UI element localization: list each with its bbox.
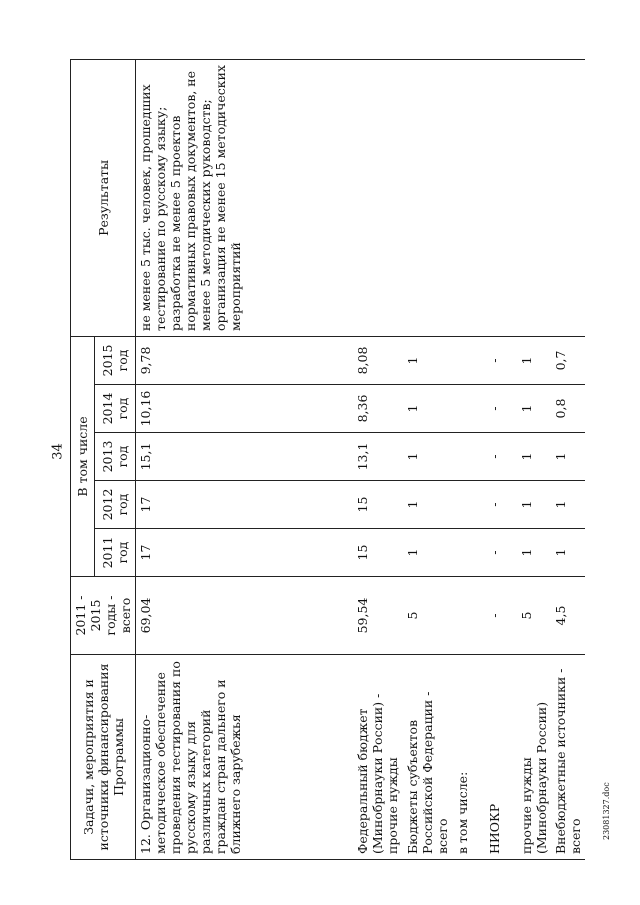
cell-2011: 1 bbox=[517, 529, 551, 577]
table-row bbox=[403, 59, 453, 859]
cell-2014: 1 bbox=[517, 385, 551, 433]
cell-2013: 13,1 bbox=[345, 433, 403, 481]
header-year-2014: 2014 год bbox=[94, 385, 135, 433]
cell-task: Федеральный бюджет (Минобрнауки России) - прочие нужды bbox=[345, 655, 403, 860]
cell-2015: 1 bbox=[403, 336, 453, 384]
cell-task: Внебюджетные источники - всего bbox=[551, 655, 585, 860]
cell-2012: 1 bbox=[517, 481, 551, 529]
cell-2012: 17 bbox=[136, 481, 346, 529]
cell-task: НИОКР bbox=[485, 655, 517, 860]
cell-total: 4,5 bbox=[551, 577, 585, 655]
program-financing-table bbox=[70, 59, 585, 860]
page-number: 34 bbox=[50, 443, 66, 460]
cell-result bbox=[551, 59, 585, 336]
cell-2015: - bbox=[485, 336, 517, 384]
cell-result bbox=[453, 59, 485, 336]
document-code: 23081327.doc bbox=[602, 782, 611, 840]
table-row bbox=[551, 59, 585, 859]
cell-result: не менее 5 тыс. человек, прошедших тестирование по русскому языку; разработка не менее 5 проектов нормативных правовых документов, не менее 5 методических руководств; организация не менее 15 методических мероприятий bbox=[136, 59, 346, 336]
table-row bbox=[453, 59, 485, 859]
cell-2014 bbox=[453, 385, 485, 433]
cell-2011: 1 bbox=[551, 529, 585, 577]
table-row bbox=[517, 59, 551, 859]
header-total: 2011 - 2015 годы - всего bbox=[71, 577, 136, 655]
cell-task: в том числе: bbox=[453, 655, 485, 860]
cell-total: 69,04 bbox=[136, 577, 346, 655]
cell-2015: 1 bbox=[517, 336, 551, 384]
header-year-2012: 2012 год bbox=[94, 481, 135, 529]
cell-2012: 1 bbox=[551, 481, 585, 529]
cell-2013: - bbox=[485, 433, 517, 481]
cell-2012 bbox=[453, 481, 485, 529]
cell-2013: 1 bbox=[403, 433, 453, 481]
cell-2012: - bbox=[485, 481, 517, 529]
cell-result bbox=[485, 59, 517, 336]
cell-2014: 10,16 bbox=[136, 385, 346, 433]
cell-total: - bbox=[485, 577, 517, 655]
table-row bbox=[136, 59, 346, 859]
cell-2014: 8,36 bbox=[345, 385, 403, 433]
table-row bbox=[485, 59, 517, 859]
cell-total: 5 bbox=[517, 577, 551, 655]
cell-result bbox=[403, 59, 453, 336]
cell-2011: 17 bbox=[136, 529, 346, 577]
header-year-2015: 2015 год bbox=[94, 336, 135, 384]
cell-2015 bbox=[453, 336, 485, 384]
cell-2011: 15 bbox=[345, 529, 403, 577]
cell-2015: 8,08 bbox=[345, 336, 403, 384]
header-task: Задачи, мероприятия и источники финансирования Программы bbox=[71, 655, 136, 860]
header-results: Результаты bbox=[71, 59, 136, 336]
cell-2014: 1 bbox=[403, 385, 453, 433]
cell-2014: - bbox=[485, 385, 517, 433]
cell-result bbox=[345, 59, 403, 336]
header-including: В том числе bbox=[71, 336, 95, 576]
cell-total: 59,54 bbox=[345, 577, 403, 655]
cell-2013: 1 bbox=[517, 433, 551, 481]
header-row-1 bbox=[71, 59, 95, 859]
cell-task: Бюджеты субъектов Российской Федерации - всего bbox=[403, 655, 453, 860]
header-year-2011: 2011 год bbox=[94, 529, 135, 577]
cell-2011: - bbox=[485, 529, 517, 577]
cell-2015: 0,7 bbox=[551, 336, 585, 384]
cell-2011 bbox=[453, 529, 485, 577]
cell-2013 bbox=[453, 433, 485, 481]
cell-2015: 9,78 bbox=[136, 336, 346, 384]
cell-total: 5 bbox=[403, 577, 453, 655]
cell-result bbox=[517, 59, 551, 336]
cell-2013: 1 bbox=[551, 433, 585, 481]
cell-total bbox=[453, 577, 485, 655]
cell-2012: 15 bbox=[345, 481, 403, 529]
cell-2013: 15,1 bbox=[136, 433, 346, 481]
header-year-2013: 2013 год bbox=[94, 433, 135, 481]
cell-task: 12. Организационно-методическое обеспечение проведения тестирования по русскому языку для различных категорий граждан стран дальнего и ближнего зарубежья bbox=[136, 655, 346, 860]
cell-task: прочие нужды (Минобрнауки России) bbox=[517, 655, 551, 860]
cell-2012: 1 bbox=[403, 481, 453, 529]
cell-2014: 0,8 bbox=[551, 385, 585, 433]
cell-2011: 1 bbox=[403, 529, 453, 577]
table-row bbox=[345, 59, 403, 859]
rotated-table-container bbox=[70, 60, 583, 860]
